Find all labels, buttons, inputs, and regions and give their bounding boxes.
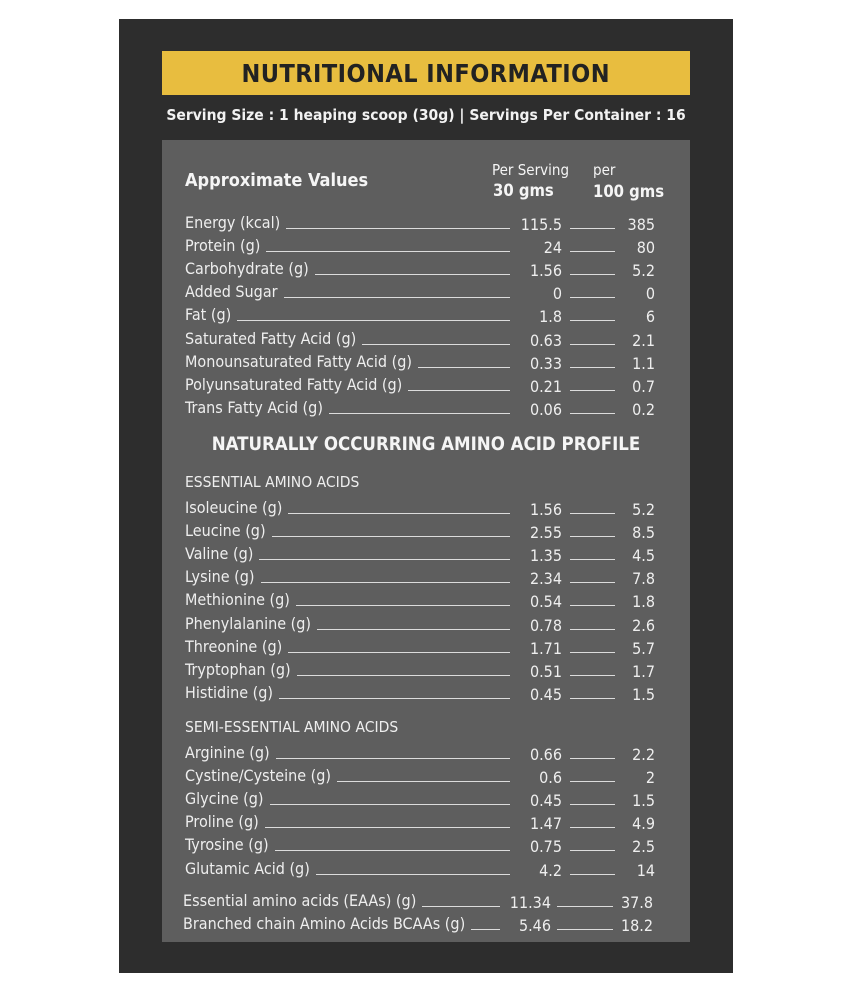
per-100g-value: 80 bbox=[636, 238, 655, 258]
per-serving-value: 1.56 bbox=[529, 500, 562, 519]
page-title: NUTRITIONAL INFORMATION bbox=[241, 58, 611, 88]
leader-line bbox=[570, 827, 615, 828]
per-serving-value: 0.21 bbox=[529, 376, 562, 396]
nutrient-row bbox=[185, 214, 665, 234]
row-label: Tyrosine (g) bbox=[185, 835, 275, 854]
row-label: Trans Fatty Acid (g) bbox=[185, 398, 329, 417]
per-serving-value: 115.5 bbox=[520, 215, 562, 234]
leader-line bbox=[570, 228, 615, 229]
nutrient-row bbox=[185, 836, 665, 856]
per-serving-value: 0.75 bbox=[529, 837, 562, 857]
row-label: Glycine (g) bbox=[185, 789, 270, 808]
nutrient-row bbox=[185, 545, 665, 565]
per-100g-value: 8.5 bbox=[632, 523, 655, 543]
row-label: Proline (g) bbox=[185, 812, 265, 831]
row-label: Valine (g) bbox=[185, 544, 259, 563]
per-100g-value: 5.7 bbox=[632, 638, 655, 658]
leader-line bbox=[570, 874, 615, 875]
row-label: Methionine (g) bbox=[185, 590, 296, 609]
leader-line bbox=[557, 906, 613, 907]
per-serving-value: 1.71 bbox=[529, 638, 562, 658]
row-label: Added Sugar bbox=[185, 282, 284, 301]
leader-line bbox=[570, 605, 615, 606]
row-label: Fat (g) bbox=[185, 305, 237, 324]
leader-line bbox=[570, 344, 615, 345]
nutrient-row bbox=[185, 744, 665, 764]
per-100g-value: 14 bbox=[636, 860, 655, 880]
leader-line bbox=[570, 274, 615, 275]
leader-line bbox=[570, 675, 615, 676]
serving-info: Serving Size : 1 heaping scoop (30g) | Servings Per Container : 16 bbox=[166, 106, 686, 124]
row-label: Histidine (g) bbox=[185, 683, 279, 702]
leader-line bbox=[570, 629, 615, 630]
row-label: Phenylalanine (g) bbox=[185, 614, 317, 633]
per-serving-value: 4.2 bbox=[539, 860, 562, 880]
row-label: Tryptophan (g) bbox=[185, 660, 297, 679]
per-100g-value: 2.1 bbox=[632, 330, 655, 350]
nutrient-row bbox=[183, 892, 663, 912]
leader-line bbox=[570, 582, 615, 583]
nutrient-row bbox=[185, 860, 665, 880]
per-100-value: 100 gms bbox=[593, 182, 665, 201]
per-serving-value: 0.06 bbox=[529, 399, 562, 419]
per-100g-value: 5.2 bbox=[632, 261, 655, 281]
per-serving-label: Per Serving bbox=[492, 161, 570, 179]
per-serving-value: 0.54 bbox=[529, 592, 562, 612]
leader-line bbox=[570, 652, 615, 653]
per-100g-value: 1.7 bbox=[632, 661, 655, 681]
row-label: Saturated Fatty Acid (g) bbox=[185, 329, 362, 348]
per-100g-value: 1.1 bbox=[632, 353, 655, 373]
nutrient-row bbox=[185, 568, 665, 588]
leader-line bbox=[570, 413, 615, 414]
leader-line bbox=[570, 536, 615, 537]
approximate-values-heading: Approximate Values bbox=[185, 170, 369, 191]
per-100g-value: 4.5 bbox=[632, 546, 655, 566]
nutrient-row bbox=[185, 399, 665, 419]
leader-line bbox=[570, 698, 615, 699]
leader-line bbox=[570, 559, 615, 560]
semi-essential-amino-heading: SEMI-ESSENTIAL AMINO ACIDS bbox=[185, 718, 399, 736]
per-serving-value: 2.55 bbox=[529, 523, 562, 543]
leader-line bbox=[570, 850, 615, 851]
per-serving-value: 1.8 bbox=[539, 307, 562, 327]
nutrient-row bbox=[183, 915, 663, 935]
row-label: Essential amino acids (EAAs) (g) bbox=[183, 891, 422, 910]
leader-line bbox=[570, 758, 615, 759]
per-serving-value: 0.51 bbox=[529, 661, 562, 681]
leader-line bbox=[570, 367, 615, 368]
per-serving-value: 11.34 bbox=[509, 893, 551, 912]
row-label: Polyunsaturated Fatty Acid (g) bbox=[185, 375, 408, 394]
per-serving-value: 5.46 bbox=[518, 916, 551, 935]
per-serving-value: 30 gms bbox=[493, 181, 554, 200]
per-100g-value: 7.8 bbox=[632, 569, 655, 589]
per-100g-value: 2.6 bbox=[632, 615, 655, 635]
per-serving-value: 0.45 bbox=[529, 684, 562, 704]
nutrient-row bbox=[185, 260, 665, 280]
per-serving-value: 0.6 bbox=[539, 768, 562, 788]
nutrient-row bbox=[185, 661, 665, 681]
leader-line bbox=[570, 513, 615, 514]
row-label: Protein (g) bbox=[185, 236, 266, 255]
nutrient-row bbox=[185, 790, 665, 810]
nutrient-row bbox=[185, 615, 665, 635]
per-100g-value: 2 bbox=[645, 768, 655, 788]
nutrient-row bbox=[185, 283, 665, 303]
essential-amino-heading: ESSENTIAL AMINO ACIDS bbox=[185, 473, 360, 491]
nutrient-row bbox=[185, 330, 665, 350]
row-label: Cystine/Cysteine (g) bbox=[185, 766, 337, 785]
per-serving-value: 0 bbox=[552, 284, 562, 304]
leader-line bbox=[570, 804, 615, 805]
leader-line bbox=[557, 929, 613, 930]
per-serving-value: 1.47 bbox=[529, 814, 562, 834]
leader-line bbox=[570, 781, 615, 782]
per-serving-value: 0.78 bbox=[529, 615, 562, 635]
row-label: Monounsaturated Fatty Acid (g) bbox=[185, 352, 418, 371]
per-100g-value: 18.2 bbox=[620, 916, 653, 935]
leader-line bbox=[570, 320, 615, 321]
nutrient-row bbox=[185, 376, 665, 396]
amino-acid-profile-title: NATURALLY OCCURRING AMINO ACID PROFILE bbox=[211, 434, 641, 455]
per-100g-value: 2.5 bbox=[632, 837, 655, 857]
nutrient-row bbox=[185, 522, 665, 542]
row-label: Leucine (g) bbox=[185, 521, 272, 540]
per-100g-value: 1.5 bbox=[632, 791, 655, 811]
per-100g-value: 37.8 bbox=[620, 893, 653, 912]
nutrient-row bbox=[185, 684, 665, 704]
per-100g-value: 2.2 bbox=[632, 745, 655, 764]
row-label: Branched chain Amino Acids BCAAs (g) bbox=[183, 914, 471, 933]
nutrient-row bbox=[185, 767, 665, 787]
row-label: Glutamic Acid (g) bbox=[185, 859, 316, 878]
row-label: Energy (kcal) bbox=[185, 213, 286, 232]
per-100g-value: 1.5 bbox=[632, 684, 655, 704]
per-100g-value: 0.7 bbox=[632, 376, 655, 396]
row-label: Arginine (g) bbox=[185, 743, 276, 762]
leader-line bbox=[570, 297, 615, 298]
per-100g-value: 0 bbox=[645, 284, 655, 304]
per-serving-value: 24 bbox=[543, 238, 562, 258]
nutrient-row bbox=[185, 591, 665, 611]
per-100g-value: 4.9 bbox=[632, 814, 655, 834]
nutrient-row bbox=[185, 306, 665, 326]
nutrient-row bbox=[185, 353, 665, 373]
leader-line bbox=[570, 251, 615, 252]
per-serving-value: 0.63 bbox=[529, 330, 562, 350]
per-serving-value: 0.45 bbox=[529, 791, 562, 811]
per-serving-value: 2.34 bbox=[529, 569, 562, 589]
per-serving-value: 1.56 bbox=[529, 261, 562, 281]
per-100g-value: 385 bbox=[627, 215, 655, 234]
per-serving-value: 0.66 bbox=[529, 745, 562, 764]
per-100g-value: 1.8 bbox=[632, 592, 655, 612]
nutrient-row bbox=[185, 638, 665, 658]
row-label: Carbohydrate (g) bbox=[185, 259, 315, 278]
per-100g-value: 6 bbox=[645, 307, 655, 327]
per-100g-value: 0.2 bbox=[632, 399, 655, 419]
title-banner bbox=[162, 51, 690, 95]
nutrient-row bbox=[185, 499, 665, 519]
nutrient-row bbox=[185, 237, 665, 257]
per-100-label: per bbox=[593, 161, 616, 179]
row-label: Threonine (g) bbox=[185, 637, 288, 656]
per-serving-value: 0.33 bbox=[529, 353, 562, 373]
row-label: Isoleucine (g) bbox=[185, 498, 288, 517]
nutrient-row bbox=[185, 813, 665, 833]
leader-line bbox=[570, 390, 615, 391]
per-100g-value: 5.2 bbox=[632, 500, 655, 519]
row-label: Lysine (g) bbox=[185, 567, 261, 586]
per-serving-value: 1.35 bbox=[529, 546, 562, 566]
